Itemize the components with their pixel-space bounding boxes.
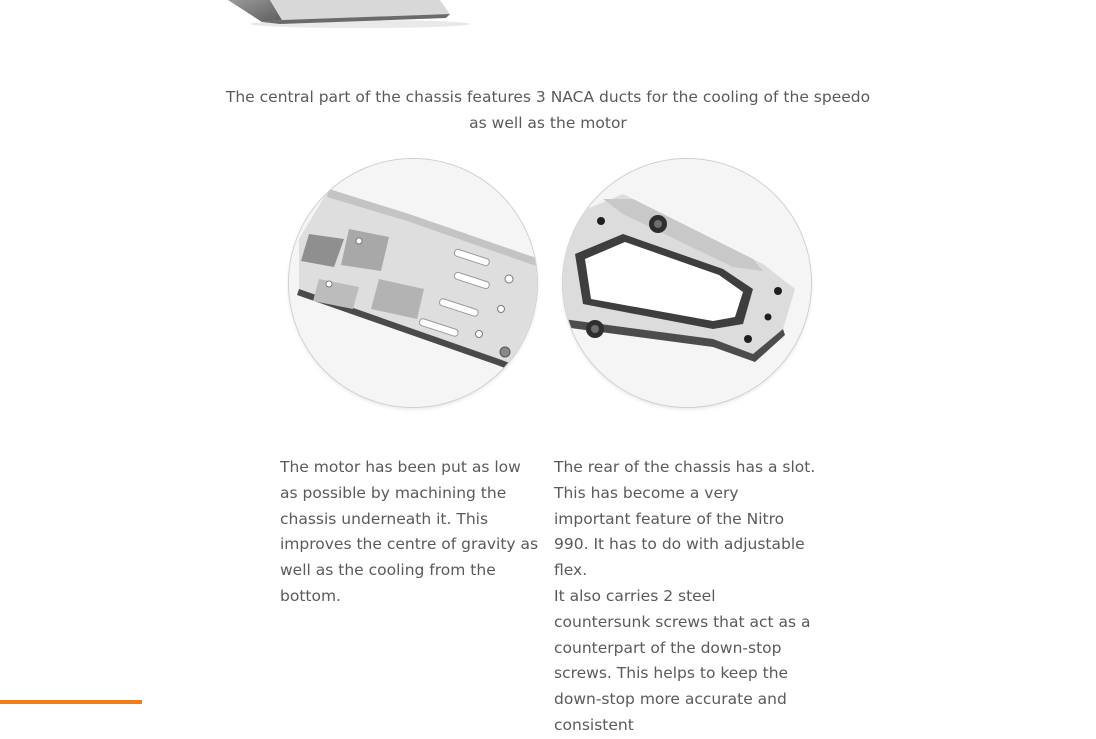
motor-description	[280, 455, 542, 610]
chassis-motor-area-image	[288, 158, 538, 408]
motor-paragraph: The motor has been put as low as possible by machining the chassis underneath it. This improves the centre of gravity as well as the cooling from the bottom.	[280, 458, 539, 605]
progress-accent-bar	[0, 700, 142, 704]
rear-slot-description	[554, 455, 816, 739]
screws-paragraph: It also carries 2 steel countersunk screws that act as a counterpart of the down-stop screws. This helps to keep the down-stop more accurate and consistent	[554, 586, 811, 734]
section-caption: The central part of the chassis features 3 NACA ducts for the cooling of the speedo as well as the motor	[225, 87, 871, 132]
rear-slot-paragraph: The rear of the chassis has a slot. This has become a very important feature of the Nitro 990. It has to do with adjustable flex.	[554, 458, 816, 580]
chassis-rear-slot-image	[562, 158, 812, 408]
chassis-top-image	[210, 0, 470, 34]
